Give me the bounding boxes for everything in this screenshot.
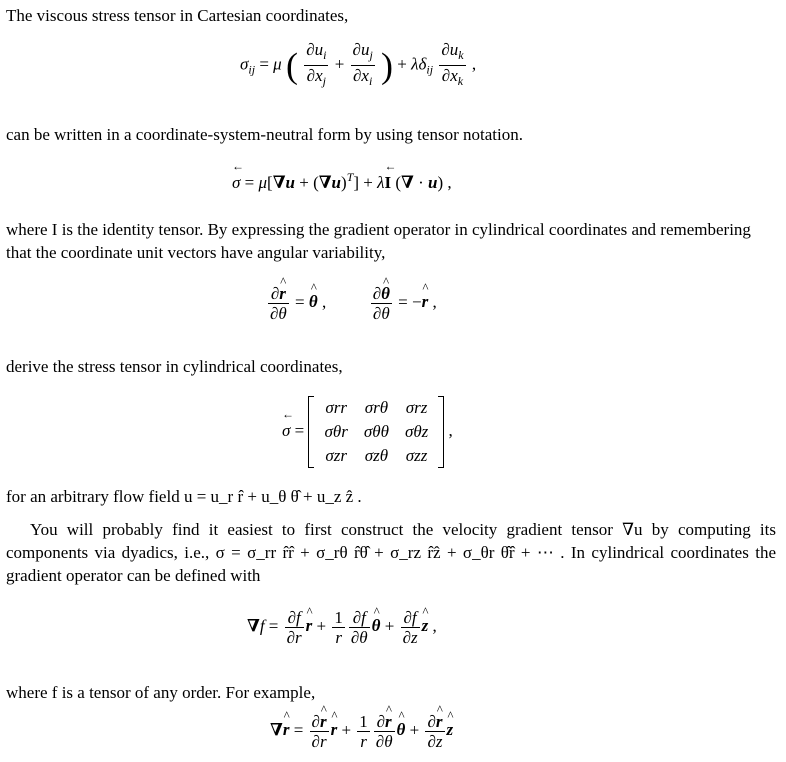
paragraph-2: can be written in a coordinate-system-neutral form by using tensor notation. <box>6 125 523 144</box>
paragraph-3: where I is the identity tensor. By expressing the gradient operator in cylindrical coordinates and remembering that the coordinate unit vectors have angular variability, <box>6 220 751 262</box>
equation-gradient-r-hat: ∇^ r = $\frac{\partial\^{} r}{\partial r}$ ^ r + $\frac{1}{r}$ $\frac{\partial\^{} r}{\partial\theta}$ ^ θ + $\frac{\partial\^{} r}{\partial z}$ ^ z <box>270 712 453 751</box>
paragraph-7: where f is a tensor of any order. For example, <box>6 683 316 702</box>
paragraph-5: for an arbitrary flow field u = u_r r̂ + u_θ θ̂ + u_z ẑ . <box>6 487 362 506</box>
matrix-cell: σzz <box>405 446 428 465</box>
equation-cartesian-stress: $\sigma_{ij} = \mu$ ( $\frac{\partial u_i}{\partial x_j}$ + $\frac{\partial u_j}{\partial x_i}$ ) + $\lambda\delta_{ij}$ $\frac{\partial u_k}{\partial x_k}$ , <box>240 40 477 88</box>
matrix-cell: σθz <box>404 422 429 441</box>
matrix-cell: σzθ <box>364 446 389 465</box>
matrix-cell: σθr <box>324 422 348 441</box>
matrix-cell: σzr <box>325 446 347 465</box>
matrix-cell: σθθ <box>363 422 389 441</box>
matrix-cell: σrr <box>325 398 347 417</box>
paragraph-6: You will probably find it easiest to first construct the velocity gradient tensor ∇u by computing its components via dyadics, i.e., σ = σ_rr r̂r̂ + σ_rθ r̂θ̂ + σ_rz r̂ẑ + σ_θr θ̂r̂ + ⋯ . In cylindrical coordinates the gradient operator can be defined with <box>6 520 776 585</box>
matrix-cell: σrz <box>405 398 428 417</box>
paragraph-1: The viscous stress tensor in Cartesian coordinates, <box>6 6 349 25</box>
equation-tensor-notation: ← $\sigma = \mu[\nabla u + (\nabla u)^T]$ + λ← I (∇ · u) , <box>232 170 452 193</box>
equation-cylindrical-stress-matrix: ← σ = σrr σrθ σrz σθr σθθ σθz σzr σzθ σzz , <box>282 396 453 468</box>
matrix-cell: σrθ <box>364 398 389 417</box>
paragraph-4: derive the stress tensor in cylindrical coordinates, <box>6 357 343 376</box>
stress-matrix <box>308 396 444 468</box>
equation-unit-vector-derivatives: $\frac{\partial\^{} r}{\partial\theta}$ = ^ θ , $\frac{\partial\^{} \theta}{\partial\theta}$ = −^ r , <box>266 284 437 323</box>
equation-gradient-operator: ∇f = $\frac{\partial f}{\partial r}$ ^ r + $\frac{1}{r}$ $\frac{\partial f}{\partial\theta}$ ^ θ + $\frac{\partial f}{\partial z}$ ^ z , <box>247 608 437 647</box>
